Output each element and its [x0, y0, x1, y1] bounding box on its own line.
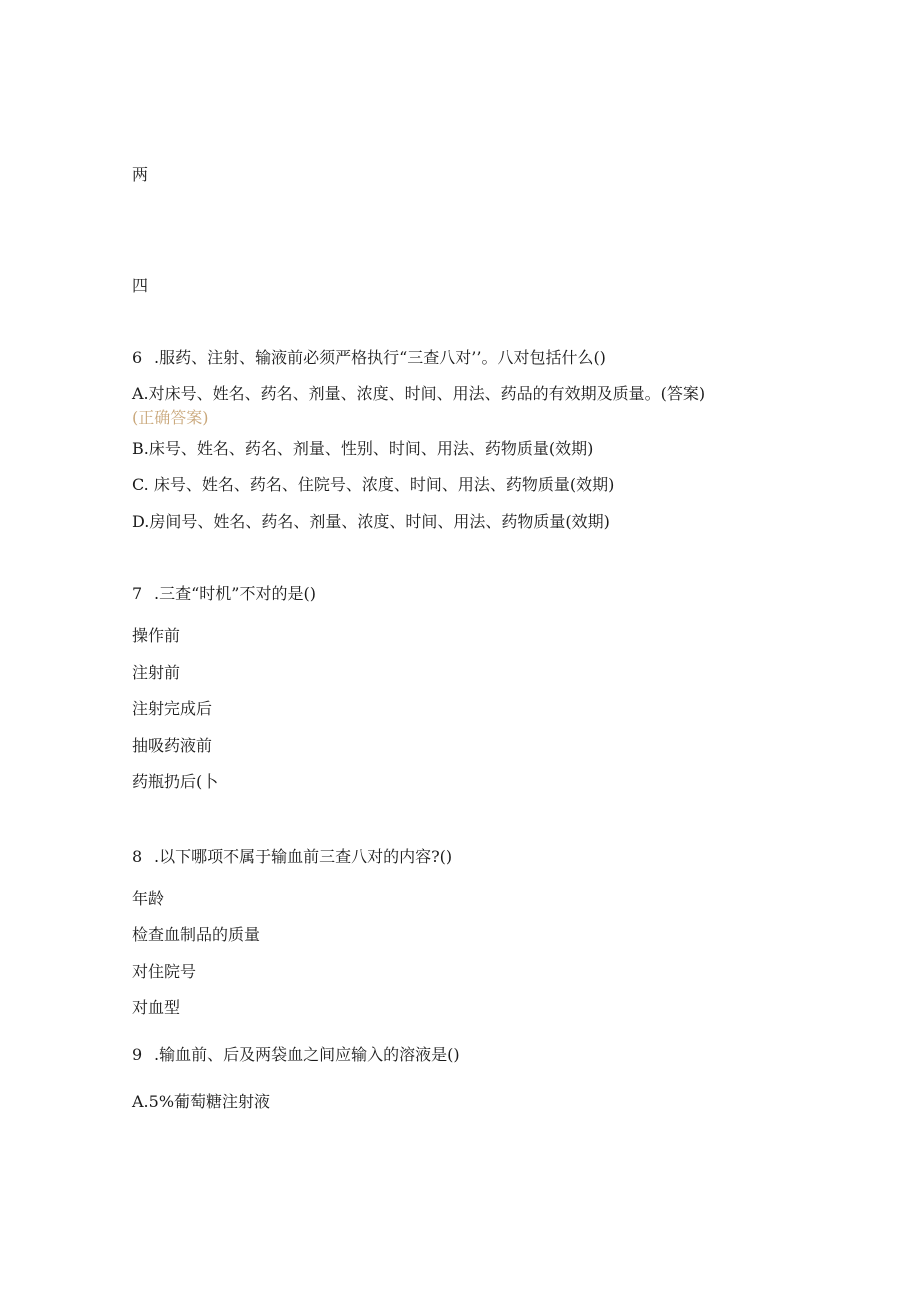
question-text: .三查“时机”不对的是()	[154, 584, 316, 603]
option-d: D.房间号、姓名、药名、剂量、浓度、时间、用法、药物质量(效期)	[132, 512, 610, 531]
question-text: .以下哪项不属于输血前三查八对的内容?()	[154, 847, 453, 866]
option-item: 对血型	[132, 998, 181, 1017]
option-a: A.对床号、姓名、药名、剂量、浓度、时间、用法、药品的有效期及质量。(答案)	[132, 384, 706, 403]
option-c: C. 床号、姓名、药名、住院号、浓度、时间、用法、药物质量(效期)	[132, 475, 615, 494]
option-item: 操作前	[132, 626, 181, 645]
question-text: .服药、注射、输液前必须严格执行“三查八对’’。八对包括什么()	[154, 348, 606, 367]
option-item: 注射前	[132, 663, 181, 682]
question-number: 6	[132, 348, 143, 367]
question-text: .输血前、后及两袋血之间应输入的溶液是()	[154, 1045, 460, 1064]
question-number: 7	[132, 584, 143, 603]
question-8-stem	[132, 847, 452, 867]
option-item: 年龄	[132, 889, 165, 908]
question-number: 9	[132, 1045, 143, 1064]
fragment-text: 两	[132, 165, 149, 184]
option-b: B.床号、姓名、药名、剂量、性别、时间、用法、药物质量(效期)	[132, 439, 594, 458]
fragment-text: 四	[132, 276, 149, 295]
question-number: 8	[132, 847, 143, 866]
option-item: 对住院号	[132, 962, 197, 981]
question-7-stem	[132, 584, 316, 604]
question-6-stem	[132, 348, 606, 368]
option-a: A.5%葡萄糖注射液	[132, 1092, 271, 1111]
option-item: 检查血制品的质量	[132, 925, 261, 944]
correct-answer-note: (正确答案)	[132, 408, 209, 427]
option-item: 药瓶扔后(卜	[132, 772, 219, 791]
option-item: 注射完成后	[132, 699, 213, 718]
question-9-stem	[132, 1045, 460, 1065]
option-item: 抽吸药液前	[132, 736, 213, 755]
